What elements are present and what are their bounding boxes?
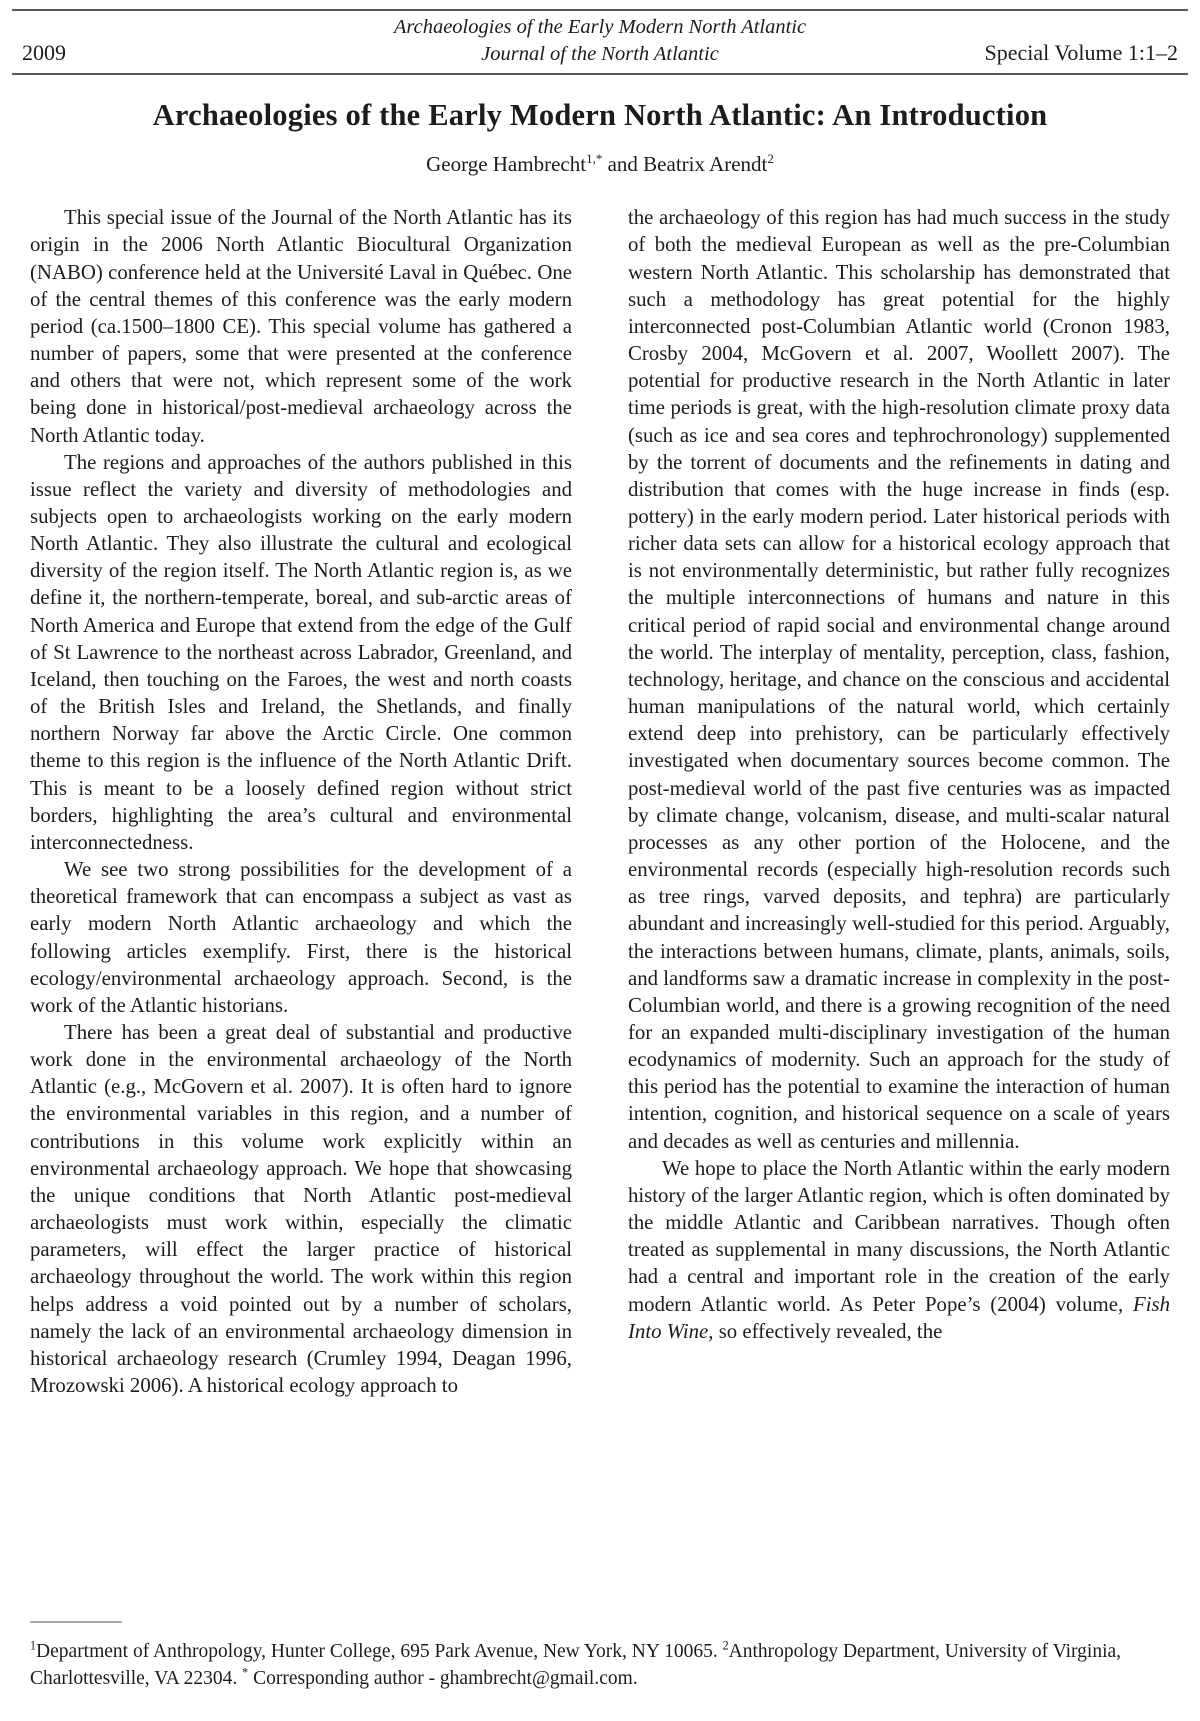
footnote-affiliation-1: Department of Anthropology, Hunter College, 695 Park Avenue, New York, NY 10065. <box>36 1641 723 1662</box>
footnote-corresponding-author: Corresponding author - ghambrecht@gmail.com. <box>248 1667 638 1689</box>
book-title-italic: Fish Into Wine <box>628 1292 1170 1343</box>
masthead-volume: Special Volume 1:1–2 <box>984 40 1178 66</box>
footnote-rule <box>30 1621 122 1623</box>
masthead-year: 2009 <box>22 40 66 66</box>
authors-connector: and <box>602 152 644 177</box>
masthead-center <box>394 14 806 67</box>
running-title: Archaeologies of the Early Modern North Atlantic <box>393 16 807 38</box>
journal-name: Journal of the North Atlantic <box>481 42 719 65</box>
footnote-superscript-2: 2 <box>722 1638 729 1653</box>
article-title: Archaeologies of the Early Modern North Atlantic: An Introduction <box>152 98 1048 133</box>
paragraph-intro: This special issue of the Journal of the North Atlantic has its origin in the 2006 North Atlantic Biocultural Organization (NABO) conference held at the Université Laval in Québec. One of the central themes of this conference was the early modern period (ca.1500–1800 CE). This special volume has gathered a number of papers, some that were presented at the conference and others that were not, which represent some of the work being done in historical/post-medieval archaeology across the North Atlantic today. <box>30 206 572 447</box>
author-2-name: Beatrix Arendt <box>643 152 768 177</box>
footnote-affiliation-2: Anthropology Department, University of Virginia, Charlottesville, VA 22304. <box>30 1641 1122 1689</box>
paragraph-environmental-archaeology: There has been a great deal of substantial and productive work done in the environmental archaeology of the North Atlantic (e.g., McGovern et al. 2007). It is often hard to ignore the environmental variables in this region, and a number of contributions in this volume work explicitly within an environmental archaeology approach. We hope that showcasing the unique conditions that North Atlantic post-medieval archaeologists must work within, especially the climatic parameters, will effect the larger practice of historical archaeology throughout the world. The work within this region helps address a void pointed out by a number of scholars, namely the lack of an environmental archaeology dimension in historical archaeology research (Crumley 1994, Deagan 1996, Mrozowski 2006). A historical ecology approach to <box>30 1020 572 1397</box>
paragraph-atlantic-history <box>628 1155 1170 1345</box>
author-1-superscript: 1,* <box>586 151 603 167</box>
footnote-text <box>30 1639 1170 1692</box>
journal-page <box>0 9 1200 1721</box>
author-2-superscript: 2 <box>767 151 774 167</box>
paragraph-frameworks: We see two strong possibilities for the development of a theoretical framework that can encompass a subject as vast as early modern North Atlantic archaeology and which the following articles exemplify. First, there is the historical ecology/environmental archaeology approach. Second, is the work of the Atlantic historians. <box>30 858 572 1017</box>
paragraph-continuation: the archaeology of this region has had much success in the study of both the medieval European as well as the pre-Columbian western North Atlantic. This scholarship has demonstrated that such a methodology has great potential for the highly interconnected post-Columbian Atlantic world (Cronon 1983, Crosby 2004, McGovern et al. 2007, Woollett 2007). The potential for productive research in the North Atlantic in later time periods is great, with the high-resolution climate proxy data (such as ice and sea cores and tephrochronology) supplemented by the torrent of documents and the refinements in dating and distribution that comes with the huge increase in finds (esp. pottery) in the early modern period. Later historical periods with richer data sets can allow for a historical ecology approach that is not environmentally deterministic, but rather fully recognizes the multiple interconnections of humans and nature in this critical period of rapid social and environmental change around the world. The interplay of mentality, perception, class, fashion, technology, heritage, and chance on the conscious and accidental human manipulations of the natural world, which certainly extend deep into prehistory, can be particularly effectively investigated when documentary sources become common. The post-medieval world of the past five centuries was as impacted by climate change, volcanism, disease, and multi-scalar natural processes as any other portion of the Holocene, and the environmental records (especially high-resolution records such as tree rings, varved deposits, and tephra) are particularly abundant and increasingly well-studied for this period. Arguably, the interactions between humans, climate, plants, animals, soils, and landforms saw a dramatic increase in complexity in the post-Columbian world, and there is a growing recognition of the need for an expanded multi-disciplinary investigation of the human ecodynamics of modernity. Such an approach for the study of this period has the potential to examine the interaction of human intention, cognition, and historical sequence on a scale of years and decades as well as centuries and millennia. <box>628 206 1170 1153</box>
closing-text-before: We hope to place the North Atlantic within the early modern history of the larger Atlantic region, which is often dominated by the middle Atlantic and Caribbean narratives. Though often treated as supplemental in many discussions, the North Atlantic had a central and important role in the creation of the early modern Atlantic world. As Peter Pope’s (2004) volume, <box>628 1156 1170 1316</box>
footnote-block <box>30 1619 1170 1692</box>
article-body <box>0 204 1200 1594</box>
left-column <box>30 204 572 1594</box>
closing-text-after: , so effectively revealed, the <box>708 1319 943 1343</box>
footnote-superscript-1: 1 <box>30 1638 37 1653</box>
footnote-superscript-asterisk: * <box>242 1665 249 1679</box>
right-column <box>628 204 1170 1594</box>
authors-line <box>0 152 1200 177</box>
author-1-name: George Hambrecht <box>426 152 587 177</box>
paragraph-regions: The regions and approaches of the authors published in this issue reflect the variety and diversity of methodologies and subjects open to archaeologists working on the early modern North Atlantic. They also illustrate the cultural and ecological diversity of the region itself. The North Atlantic region is, as we define it, the northern-temperate, boreal, and sub-arctic areas of North America and Europe that extend from the edge of the Gulf of St Lawrence to the northeast across Labrador, Greenland, and Iceland, then touching on the Faroes, the west and north coasts of the British Isles and Ireland, the Shetlands, and finally northern Norway far above the Arctic Circle. One common theme to this region is the influence of the North Atlantic Drift. This is meant to be a loosely defined region without strict borders, highlighting the area’s cultural and environmental interconnectedness. <box>30 450 572 854</box>
masthead <box>12 9 1188 75</box>
